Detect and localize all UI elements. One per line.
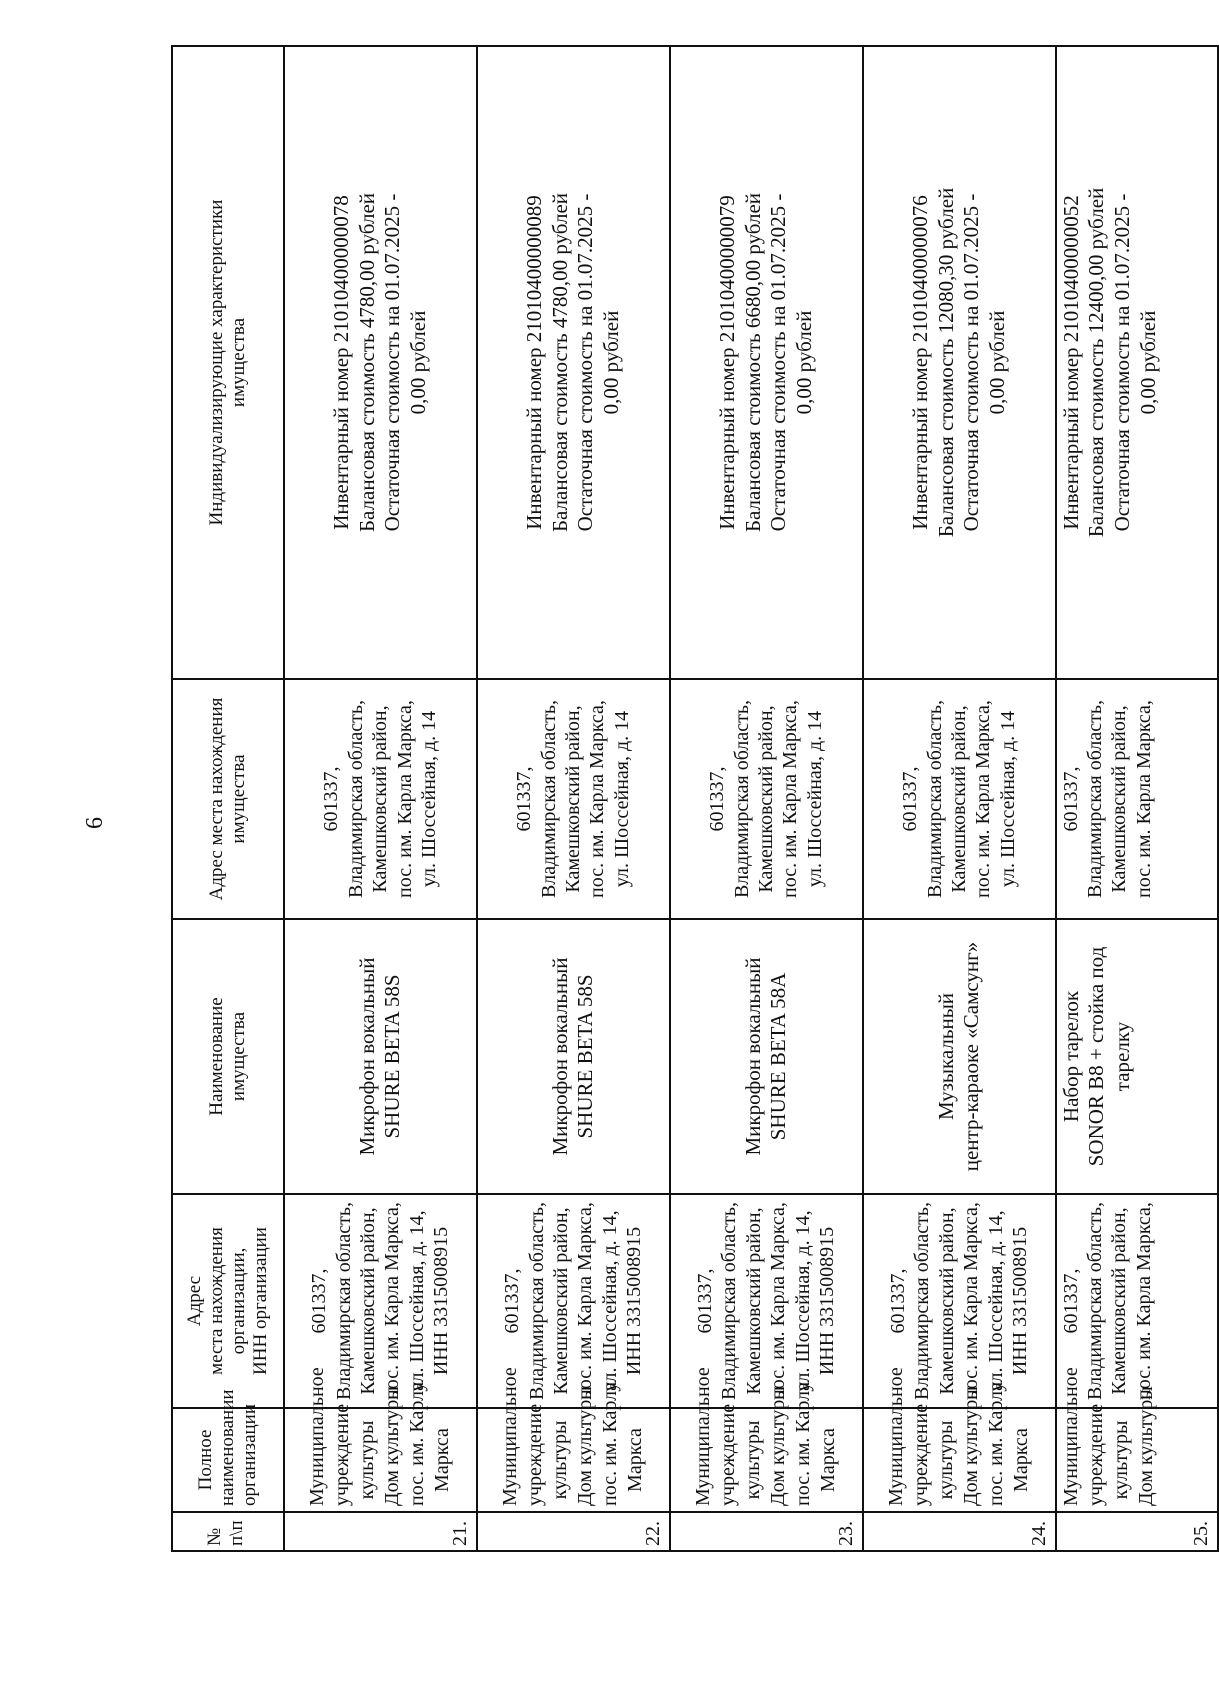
cell-characteristics bbox=[863, 46, 1056, 679]
cell-org-address-line: пос. им. Карла Маркса, bbox=[960, 1202, 983, 1400]
cell-org-name-line: культуры bbox=[935, 1420, 958, 1500]
cell-row-number: 23. bbox=[670, 1512, 863, 1551]
cell-row-number: 21. bbox=[284, 1512, 477, 1551]
cell-characteristics-line: Балансовая стоимость 4780,00 рублей bbox=[547, 192, 572, 533]
cell-property-address-line: Камешковский район, bbox=[562, 705, 585, 893]
cell-property-address-line: 601337, bbox=[706, 766, 729, 832]
cell-org-name-line: Дом культуры bbox=[574, 1386, 597, 1506]
cell-property-address-line: 601337, bbox=[513, 766, 536, 832]
header-org-name: Полное наименовании организации bbox=[172, 1408, 284, 1512]
cell-org-name-line: учреждение bbox=[331, 1403, 354, 1506]
cell-property-address-line: ул. Шоссейная, д. 14 bbox=[803, 710, 826, 888]
cell-property-address-line: пос. им. Карла Маркса, bbox=[1132, 700, 1155, 898]
cell-property-address-line: 601337, bbox=[899, 766, 922, 832]
cell-characteristics-line: 0,00 рублей bbox=[598, 310, 623, 415]
cell-org-name-line: пос. им. Карла bbox=[792, 1382, 815, 1506]
cell-org-name bbox=[477, 1367, 670, 1512]
cell-org-address-line: Владимирская область, bbox=[911, 1201, 934, 1401]
cell-characteristics-line: 0,00 рублей bbox=[984, 310, 1009, 415]
cell-org-address-line: ИНН 3315008915 bbox=[430, 1226, 453, 1376]
cell-property-address-line: ул. Шоссейная, д. 14 bbox=[996, 710, 1019, 888]
cell-property-address-line: Камешковский район, bbox=[948, 705, 971, 893]
cell-org-address-line: ул. Шоссейная, д. 14, bbox=[405, 1210, 428, 1392]
cell-org-name-line: пос. им. Карла bbox=[406, 1382, 429, 1506]
cell-property-address-line: Камешковский район, bbox=[755, 705, 778, 893]
property-table bbox=[171, 45, 1219, 1552]
cell-org-name-line: Дом культуры bbox=[960, 1386, 983, 1506]
cell-characteristics bbox=[670, 46, 863, 679]
cell-property-name-line: Микрофон вокальный bbox=[740, 957, 765, 1156]
cell-org-address-line: ИНН 3315008915 bbox=[1009, 1226, 1031, 1376]
cell-characteristics-line: Инвентарный номер 21010400000089 bbox=[522, 195, 547, 530]
cell-org-address-line: ИНН 3315008915 bbox=[623, 1226, 646, 1376]
cell-row-number: 25. bbox=[1056, 1512, 1218, 1551]
cell-org-address-line: Владимирская область, bbox=[718, 1201, 741, 1401]
cell-property-address-line: Владимирская область, bbox=[1084, 699, 1107, 899]
cell-characteristics-line: Балансовая стоимость 6680,00 рублей bbox=[740, 192, 765, 533]
cell-characteristics-line: 0,00 рублей bbox=[1135, 310, 1160, 415]
cell-org-address-line: ИНН 3315008915 bbox=[816, 1226, 839, 1376]
cell-property-name bbox=[284, 919, 477, 1194]
cell-characteristics-line: Балансовая стоимость 12080,30 рублей bbox=[933, 187, 958, 538]
cell-org-name-line: учреждение bbox=[910, 1403, 933, 1506]
cell-property-address-line: пос. им. Карла Маркса, bbox=[972, 700, 995, 898]
cell-org-address-line: пос. им. Карла Маркса, bbox=[381, 1202, 404, 1400]
cell-property-name-line: SHURE BETA 58S bbox=[573, 974, 598, 1139]
cell-characteristics-line: 0,00 рублей bbox=[791, 310, 816, 415]
cell-org-name-line: Муниципальное bbox=[885, 1367, 908, 1506]
cell-characteristics-line: Инвентарный номер 21010400000076 bbox=[908, 195, 932, 530]
cell-property-name bbox=[670, 919, 863, 1194]
cell-org-name-line: учреждение bbox=[717, 1403, 740, 1506]
cell-org-name-line: культуры bbox=[742, 1420, 765, 1500]
cell-property-address-line: Камешковский район, bbox=[1108, 705, 1131, 893]
cell-characteristics-line: Остаточная стоимость на 01.07.2025 - bbox=[1109, 193, 1134, 532]
cell-property-name-line: центр-караоке «Самсунг» bbox=[959, 941, 984, 1172]
cell-characteristics-line: Остаточная стоимость на 01.07.2025 - bbox=[573, 193, 598, 532]
cell-property-address bbox=[477, 679, 670, 919]
cell-characteristics-line: Остаточная стоимость на 01.07.2025 - bbox=[766, 193, 791, 532]
cell-org-address-line: Камешковский район, bbox=[356, 1207, 379, 1395]
cell-org-name-line: Маркса bbox=[1010, 1428, 1033, 1492]
cell-property-address-line: пос. им. Карла Маркса, bbox=[586, 700, 609, 898]
cell-org-address-line: Владимирская область, bbox=[332, 1201, 355, 1401]
cell-property-name bbox=[1056, 919, 1218, 1194]
cell-property-name-line: SHURE BETA 58A bbox=[766, 972, 791, 1141]
cell-property-name-line: SONOR B8 + стойка под bbox=[1084, 946, 1109, 1167]
cell-org-address-line: 601337, bbox=[887, 1268, 910, 1334]
cell-property-name bbox=[477, 919, 670, 1194]
cell-org-address-line: 601337, bbox=[694, 1268, 717, 1334]
cell-characteristics-line: Остаточная стоимость на 01.07.2025 - bbox=[959, 193, 984, 532]
cell-property-address bbox=[1056, 679, 1218, 919]
page-number: 6 bbox=[82, 817, 108, 829]
cell-org-address-line: пос. им. Карла Маркса, bbox=[767, 1202, 790, 1400]
cell-property-address-line: ул. Шоссейная, д. 14 bbox=[610, 710, 633, 888]
cell-org-name-line: пос. им. Карла bbox=[985, 1382, 1008, 1506]
rotated-table-frame bbox=[171, 47, 1219, 1552]
table-header-row bbox=[172, 46, 284, 1551]
cell-org-name-line: Маркса bbox=[817, 1428, 840, 1492]
cell-row-number: 22. bbox=[477, 1512, 670, 1551]
cell-characteristics bbox=[1056, 46, 1218, 679]
cell-org-address-line: Камешковский район, bbox=[549, 1207, 572, 1395]
cell-property-name-line: тарелку bbox=[1109, 1021, 1134, 1092]
cell-org-name-line: культуры bbox=[1109, 1420, 1132, 1500]
table-row bbox=[477, 46, 670, 1551]
cell-property-name-line: SHURE BETA 58S bbox=[380, 974, 405, 1139]
cell-property-name-line: Микрофон вокальный bbox=[354, 957, 379, 1156]
table-row bbox=[863, 46, 1056, 1551]
cell-org-name-line: Муниципальное bbox=[499, 1367, 522, 1506]
cell-org-address-line: ул. Шоссейная, д. 14, bbox=[791, 1210, 814, 1392]
cell-org-name-line: Муниципальное bbox=[692, 1367, 715, 1506]
header-num: № п\п bbox=[172, 1512, 284, 1551]
cell-org-name-line: Дом культуры bbox=[767, 1386, 790, 1506]
cell-org-name-line: Дом культуры bbox=[1134, 1386, 1157, 1506]
cell-org-address-line: ул. Шоссейная, д. 14, bbox=[984, 1210, 1007, 1392]
cell-property-name-line: Музыкальный bbox=[933, 992, 958, 1121]
cell-org-name-line: учреждение bbox=[1084, 1403, 1107, 1506]
cell-characteristics-line: Балансовая стоимость 4780,00 рублей bbox=[354, 192, 379, 533]
cell-property-address bbox=[670, 679, 863, 919]
cell-characteristics-line: 0,00 рублей bbox=[405, 310, 430, 415]
cell-characteristics bbox=[477, 46, 670, 679]
cell-property-address-line: 601337, bbox=[320, 766, 343, 832]
cell-org-address-line: 601337, bbox=[501, 1268, 524, 1334]
cell-property-address-line: ул. Шоссейная, д. 14 bbox=[417, 710, 440, 888]
cell-characteristics-line: Инвентарный номер 21010400000052 bbox=[1058, 195, 1083, 530]
cell-property-address-line: 601337, bbox=[1059, 766, 1082, 832]
header-property-address: Адрес места нахождения имущества bbox=[172, 679, 284, 919]
cell-org-address-line: Владимирская область, bbox=[1084, 1201, 1107, 1401]
header-org-address: Адрес места нахождения организации, ИНН организации bbox=[172, 1194, 284, 1408]
cell-org-name-line: пос. им. Карла bbox=[599, 1382, 622, 1506]
cell-property-address-line: Владимирская область, bbox=[923, 699, 946, 899]
cell-org-name bbox=[670, 1367, 863, 1512]
cell-org-address-line: 601337, bbox=[308, 1268, 331, 1334]
cell-property-address-line: Владимирская область, bbox=[344, 699, 367, 899]
table-row bbox=[670, 46, 863, 1551]
cell-org-address-line: ул. Шоссейная, д. 14, bbox=[598, 1210, 621, 1392]
cell-property-address bbox=[863, 679, 1056, 919]
cell-property-name-line: Микрофон вокальный bbox=[547, 957, 572, 1156]
cell-property-name bbox=[863, 919, 1056, 1194]
header-characteristics: Индивидуализирующие характеристики имущества bbox=[172, 46, 284, 679]
cell-org-name-line: культуры bbox=[356, 1420, 379, 1500]
cell-property-address-line: Владимирская область, bbox=[730, 699, 753, 899]
cell-org-name-line: Муниципальное bbox=[1059, 1367, 1082, 1506]
cell-org-address-line: пос. им. Карла Маркса, bbox=[574, 1202, 597, 1400]
cell-org-address-line: пос. им. Карла Маркса, bbox=[1132, 1202, 1155, 1400]
header-property-name: Наименование имущества bbox=[172, 919, 284, 1194]
cell-org-name-line: Маркса bbox=[431, 1428, 454, 1492]
cell-org-address-line: Владимирская область, bbox=[525, 1201, 548, 1401]
cell-row-number: 24. bbox=[863, 1512, 1056, 1551]
cell-property-name-line: Набор тарелок bbox=[1058, 990, 1083, 1123]
table-row bbox=[284, 46, 477, 1551]
cell-property-address-line: пос. им. Карла Маркса, bbox=[779, 700, 802, 898]
cell-org-address-line: Камешковский район, bbox=[1108, 1207, 1131, 1395]
cell-characteristics-line: Балансовая стоимость 12400,00 рублей bbox=[1084, 187, 1109, 538]
cell-characteristics-line: Инвентарный номер 21010400000078 bbox=[329, 195, 354, 530]
cell-org-name-line: культуры bbox=[549, 1420, 572, 1500]
cell-org-name-line: Муниципальное bbox=[306, 1367, 329, 1506]
cell-org-address-line: Камешковский район, bbox=[935, 1207, 958, 1395]
cell-characteristics-line: Инвентарный номер 21010400000079 bbox=[715, 195, 740, 530]
table-row bbox=[1056, 46, 1218, 1551]
cell-org-name bbox=[1056, 1367, 1218, 1512]
cell-org-name-line: Дом культуры bbox=[381, 1386, 404, 1506]
cell-property-address bbox=[284, 679, 477, 919]
cell-characteristics bbox=[284, 46, 477, 679]
cell-org-name bbox=[284, 1367, 477, 1512]
cell-property-address-line: Владимирская область, bbox=[537, 699, 560, 899]
cell-org-name-line: учреждение bbox=[524, 1403, 547, 1506]
cell-org-address-line: 601337, bbox=[1059, 1268, 1082, 1334]
cell-property-address-line: Камешковский район, bbox=[369, 705, 392, 893]
cell-characteristics-line: Остаточная стоимость на 01.07.2025 - bbox=[380, 193, 405, 532]
cell-org-address-line: Камешковский район, bbox=[742, 1207, 765, 1395]
cell-property-address-line: пос. им. Карла Маркса, bbox=[393, 700, 416, 898]
cell-org-name-line: Маркса bbox=[624, 1428, 647, 1492]
cell-org-name bbox=[863, 1367, 1056, 1512]
